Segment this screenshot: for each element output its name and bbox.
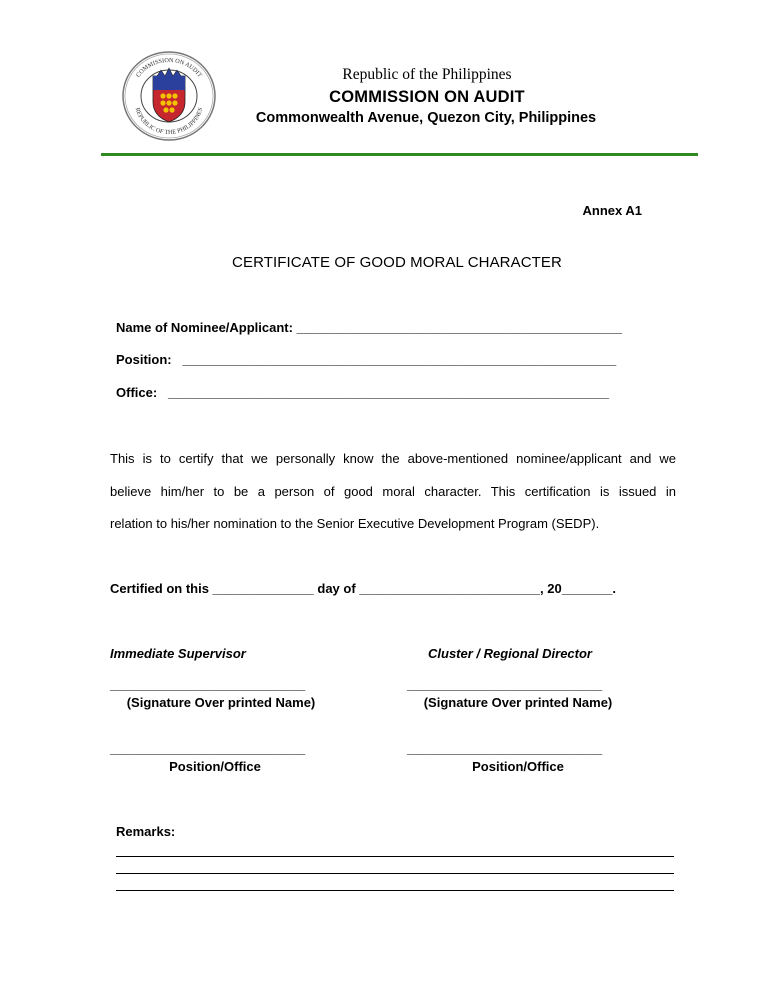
field-position — [116, 352, 616, 367]
svg-text:REPUBLIC OF THE PHILIPPINES: REPUBLIC OF THE PHILIPPINES — [133, 106, 205, 137]
certification-text-line-1: This is to certify that we personally know the above-mentioned nominee/applicant and we — [110, 451, 676, 466]
director-signature-caption: (Signature Over printed Name) — [423, 695, 613, 710]
header-agency: COMMISSION ON AUDIT — [329, 88, 525, 106]
certification-text-line-3: relation to his/her nomination to the Senior Executive Development Program (SEDP). — [110, 516, 600, 531]
remarks-line — [116, 856, 674, 857]
remarks-line — [116, 890, 674, 891]
certified-date-line: Certified on this ______________ day of _________________________, 20_______. — [110, 581, 616, 596]
director-position-caption: Position/Office — [472, 759, 564, 774]
director-position-line: ___________________________ — [407, 741, 603, 756]
field-office-blank: _____________________________________________________________ — [168, 385, 610, 400]
regional-director-label: Cluster / Regional Director — [428, 646, 592, 661]
supervisor-signature-caption: (Signature Over printed Name) — [126, 695, 316, 710]
certification-text-line-2: believe him/her to be a person of good moral character. This certification is issued in — [110, 484, 676, 499]
field-office-label: Office: — [116, 385, 158, 400]
supervisor-position-caption: Position/Office — [169, 759, 261, 774]
field-position-blank: ____________________________________________________________ — [182, 352, 617, 367]
field-name-label: Name of Nominee/Applicant: — [116, 320, 293, 335]
field-position-label: Position: — [116, 352, 172, 367]
field-office — [116, 385, 609, 400]
document-title: CERTIFICATE OF GOOD MORAL CHARACTER — [232, 254, 562, 271]
remarks-label: Remarks: — [116, 824, 176, 839]
svg-text:COMMISSION ON AUDIT: COMMISSION ON AUDIT — [134, 56, 204, 79]
immediate-supervisor-label: Immediate Supervisor — [110, 646, 246, 661]
supervisor-signature-line: ___________________________ — [110, 677, 306, 692]
remarks-line — [116, 873, 674, 874]
header-address: Commonwealth Avenue, Quezon City, Philippines — [255, 110, 597, 126]
supervisor-position-line: ___________________________ — [110, 741, 306, 756]
header-divider — [101, 153, 698, 156]
field-name-blank: _____________________________________________ — [296, 320, 622, 335]
annex-label: Annex A1 — [582, 203, 642, 218]
header-country: Republic of the Philippines — [342, 66, 512, 83]
field-name — [116, 320, 622, 335]
director-signature-line: ___________________________ — [407, 677, 603, 692]
